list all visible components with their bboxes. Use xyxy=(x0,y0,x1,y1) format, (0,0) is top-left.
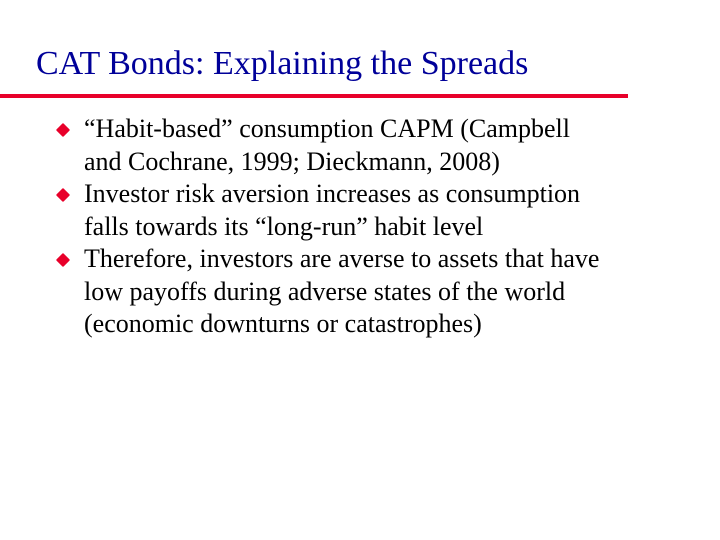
bullet-text-line: Therefore, investors are averse to assets that have xyxy=(84,244,600,273)
bullet-text-line: (economic downturns or catastrophes) xyxy=(84,309,482,338)
bullet-text-line: Investor risk aversion increases as consumption xyxy=(84,179,581,208)
bullet-item xyxy=(56,243,666,341)
slide-title: CAT Bonds: Explaining the Spreads xyxy=(36,45,529,82)
bullet-item xyxy=(56,178,666,243)
bullet-text-line: “Habit-based” consumption CAPM (Campbell xyxy=(84,114,570,143)
diamond-bullet-icon xyxy=(56,253,70,267)
diamond-bullet-icon xyxy=(56,123,70,137)
title-divider xyxy=(0,94,628,98)
bullet-text-line: falls towards its “long-run” habit level xyxy=(84,211,484,241)
bullet-text-line: low payoffs during adverse states of the world xyxy=(84,276,566,306)
bullet-item xyxy=(56,113,666,178)
bullet-text-line: and Cochrane, 1999; Dieckmann, 2008) xyxy=(84,146,500,176)
bullet-list xyxy=(56,113,666,341)
diamond-bullet-icon xyxy=(56,188,70,202)
